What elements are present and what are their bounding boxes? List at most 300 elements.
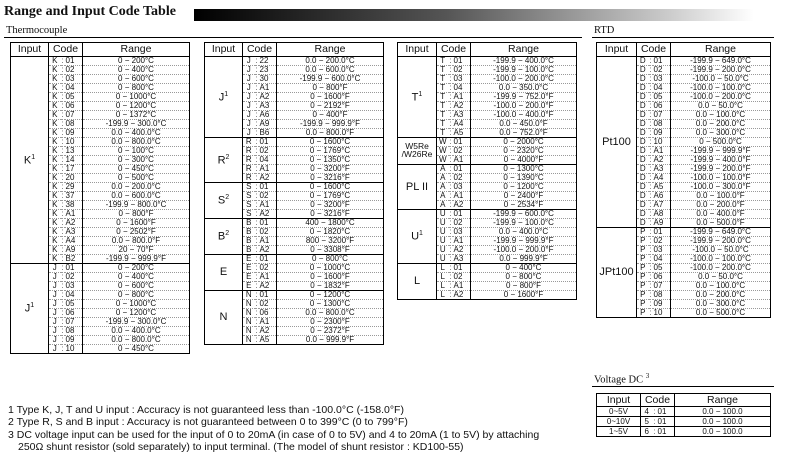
code-letter: K xyxy=(49,57,61,66)
table-row xyxy=(205,219,384,228)
footnote-marker: 1 xyxy=(419,230,423,238)
code-separator: : xyxy=(649,218,652,227)
input-type-cell xyxy=(11,264,49,354)
thermocouple-label: Thermocouple xyxy=(6,25,68,36)
input-type-cell xyxy=(205,219,243,255)
range-value: 0 − 400°C xyxy=(83,66,190,75)
code-number: 02 xyxy=(259,147,277,156)
code-number: 05 xyxy=(65,300,83,309)
code-separator: : xyxy=(61,164,64,173)
code-letter: D xyxy=(637,57,649,66)
code-number: A1 xyxy=(65,210,83,219)
code-separator: : xyxy=(255,101,258,110)
code-letter: T xyxy=(437,129,449,138)
code-separator: : xyxy=(61,56,64,65)
code-number: 09 xyxy=(65,129,83,138)
code-letter: J xyxy=(243,120,255,129)
range-value: 0.0 − 200.0°C xyxy=(671,291,771,300)
code-number: A1 xyxy=(653,147,671,156)
code-number: 06 xyxy=(653,102,671,111)
code-number: 04 xyxy=(65,84,83,93)
code-letter: D xyxy=(637,210,649,219)
range-value: 0.0 − 200.0°C xyxy=(83,183,190,192)
input-type-label: S xyxy=(217,194,226,207)
range-value: 0 − 450°C xyxy=(83,165,190,174)
footnote-2: 2 Type R, S and B input : Accuracy is not guaranteed between 0 to 399°C (0 to 799°F) xyxy=(8,416,408,429)
code-separator: : xyxy=(61,326,64,335)
code-number: 07 xyxy=(65,318,83,327)
input-type-cell xyxy=(398,57,437,138)
code-letter: P xyxy=(637,273,649,282)
footnote-marker: 1 xyxy=(31,153,36,161)
voltage-dc-table xyxy=(596,393,771,437)
input-type-cell xyxy=(205,57,243,138)
code-separator: : xyxy=(61,272,64,281)
code-separator: : xyxy=(61,173,64,182)
range-value: -199.9 − 100.0°C xyxy=(471,219,577,228)
code-separator: : xyxy=(61,281,64,290)
code-letter: K xyxy=(49,102,61,111)
code-letter: D xyxy=(637,93,649,102)
range-value: 0 − 1600°C xyxy=(277,138,384,147)
code-number: 02 xyxy=(259,264,277,273)
code-letter: D xyxy=(637,192,649,201)
code-number: 02 xyxy=(65,66,83,75)
range-value: -199.9 − 999.9°F xyxy=(83,255,190,264)
code-letter: S xyxy=(243,192,255,201)
input-type-cell xyxy=(597,228,637,318)
code-number: 10 xyxy=(653,309,671,318)
code-letter: K xyxy=(49,66,61,75)
code-separator: : xyxy=(653,406,656,416)
header-row xyxy=(597,43,771,57)
code-number: 04 xyxy=(653,84,671,93)
code-letter: J xyxy=(49,336,61,345)
code-letter: P xyxy=(637,300,649,309)
code-separator: : xyxy=(255,236,258,245)
range-value: 0 − 600°C xyxy=(83,282,190,291)
code-separator: : xyxy=(255,128,258,137)
code-header: Code xyxy=(437,43,471,57)
code-number: 08 xyxy=(65,120,83,129)
code-separator: : xyxy=(649,200,652,209)
code-separator: : xyxy=(61,263,64,272)
code-number: A2 xyxy=(259,327,277,336)
code-separator: : xyxy=(449,191,452,200)
code-letter: K xyxy=(49,111,61,120)
code-number: A6 xyxy=(259,111,277,120)
code-separator: : xyxy=(449,83,452,92)
input-type-cell xyxy=(398,165,437,210)
code-separator: : xyxy=(61,290,64,299)
code-separator: : xyxy=(61,308,64,317)
range-value: 0 − 200°C xyxy=(83,264,190,273)
range-value: 0 − 400°C xyxy=(83,273,190,282)
code-number: 10 xyxy=(65,138,83,147)
range-value: 0 − 1820°C xyxy=(277,228,384,237)
code-separator: : xyxy=(61,65,64,74)
code-separator: : xyxy=(255,110,258,119)
range-value: 0 − 4000°F xyxy=(471,156,577,165)
input-type-label: J xyxy=(24,302,31,315)
code-letter: J xyxy=(243,75,255,84)
input-header: Input xyxy=(11,43,49,57)
code-letter: P xyxy=(637,237,649,246)
code-number: 09 xyxy=(653,129,671,138)
input-type-label: JPt100 xyxy=(599,266,634,278)
code-letter: E xyxy=(243,255,255,264)
code-letter: U xyxy=(437,246,449,255)
table-row xyxy=(398,165,577,174)
range-value: 0.0 − 500.0°F xyxy=(671,219,771,228)
footnote-marker: 1 xyxy=(30,302,35,310)
code-letter: U xyxy=(437,255,449,264)
code-number: 14 xyxy=(65,156,83,165)
code-separator: : xyxy=(61,155,64,164)
range-value: 0 − 100°C xyxy=(83,147,190,156)
range-value: -100.0 − 200.0°C xyxy=(671,93,771,102)
code-letter: N xyxy=(243,318,255,327)
input-type-cell xyxy=(597,57,637,228)
code-number: 06 xyxy=(653,273,671,282)
range-value: 0 − 1200°C xyxy=(277,291,384,300)
code-number: A1 xyxy=(453,192,471,201)
code-number: 04 xyxy=(653,255,671,264)
header-row xyxy=(11,43,190,57)
range-value: -199.9 − 649.0°C xyxy=(671,57,771,66)
code-header: Code xyxy=(641,394,675,407)
code-separator: : xyxy=(61,74,64,83)
range-value: -199.9 − 600.0°C xyxy=(277,75,384,84)
code-number: 04 xyxy=(453,84,471,93)
code-number: 01 xyxy=(653,228,671,237)
range-value: -199.9 − 300.0°C xyxy=(83,318,190,327)
code-separator: : xyxy=(61,110,64,119)
range-value: 0 − 450°C xyxy=(83,345,190,354)
header-row xyxy=(205,43,384,57)
code-separator: : xyxy=(449,173,452,182)
range-value: 0 − 3216°F xyxy=(277,174,384,183)
title-gradient-bar xyxy=(194,9,754,21)
code-separator: : xyxy=(449,236,452,245)
range-value: 0.0 − 400.0°C xyxy=(83,327,190,336)
code-separator: : xyxy=(649,272,652,281)
code-letter: K xyxy=(49,174,61,183)
range-value: 0 − 500.0°C xyxy=(671,138,771,147)
code-separator: : xyxy=(449,119,452,128)
code-letter: P xyxy=(637,255,649,264)
code-letter: R xyxy=(243,174,255,183)
range-header: Range xyxy=(277,43,384,57)
code-separator: : xyxy=(449,128,452,137)
code-number: 22 xyxy=(259,57,277,66)
range-value: 0 − 500°C xyxy=(83,174,190,183)
input-type-label: Pt100 xyxy=(602,135,631,148)
code-letter: D xyxy=(637,201,649,210)
code-letter: D xyxy=(637,156,649,165)
range-value: 0 − 1200°C xyxy=(83,102,190,111)
code-letter: K xyxy=(49,219,61,228)
code-letter: W xyxy=(437,138,449,147)
code-number: 02 xyxy=(65,273,83,282)
header-row xyxy=(398,43,577,57)
code-letter: J xyxy=(243,129,255,138)
code-letter: J xyxy=(49,264,61,273)
code-letter: J xyxy=(243,66,255,75)
footnote-3-continued: 250Ω shunt resistor (sold separately) to input terminal. (The model of shunt resistor : KD100-55) xyxy=(18,441,464,454)
code-letter: R xyxy=(243,156,255,165)
code-separator: : xyxy=(649,191,652,200)
code-number: A3 xyxy=(259,102,277,111)
range-value: 0 − 3200°F xyxy=(277,201,384,210)
range-value: 0 − 1832°F xyxy=(277,282,384,291)
range-value: 0.0 − 450.0°F xyxy=(471,120,577,129)
code-number: 03 xyxy=(65,282,83,291)
code-letter: D xyxy=(637,120,649,129)
input-type-cell xyxy=(11,57,49,264)
code-number: A9 xyxy=(653,219,671,228)
code-letter: K xyxy=(49,201,61,210)
code-separator: : xyxy=(653,426,656,436)
table-row xyxy=(398,138,577,147)
code-letter: U xyxy=(437,228,449,237)
code-separator: : xyxy=(255,182,258,191)
code-letter: J xyxy=(243,84,255,93)
code-letter: L xyxy=(437,273,449,282)
range-value: 0 − 1600°F xyxy=(277,273,384,282)
header-row xyxy=(597,394,771,407)
code-number: A3 xyxy=(65,228,83,237)
code-separator: : xyxy=(449,56,452,65)
range-value: 0.0 − 500.0°C xyxy=(671,309,771,318)
range-value: 0 − 2534°F xyxy=(471,201,577,210)
code-letter: J xyxy=(49,318,61,327)
code-number: A3 xyxy=(453,111,471,120)
code-separator: : xyxy=(61,317,64,326)
code-letter: A xyxy=(437,192,449,201)
range-value: -199.9 − 400.0°F xyxy=(671,156,771,165)
range-value: 0 − 400°F xyxy=(277,111,384,120)
code-separator: : xyxy=(649,83,652,92)
footnote-marker: 2 xyxy=(225,194,230,202)
code-letter: E xyxy=(243,273,255,282)
code-separator: : xyxy=(449,245,452,254)
code-number: 02 xyxy=(453,147,471,156)
code-separator: : xyxy=(653,416,656,426)
footnote-marker: 1 xyxy=(418,90,423,98)
range-value: -199.9 − 999.9°F xyxy=(471,237,577,246)
code-separator: : xyxy=(649,209,652,218)
code-letter: T xyxy=(437,75,449,84)
table-row xyxy=(205,255,384,264)
input-type-label: 0~5V xyxy=(609,406,628,416)
code-separator: : xyxy=(255,272,258,281)
code-separator: : xyxy=(449,272,452,281)
code-letter: K xyxy=(49,156,61,165)
code-separator: : xyxy=(255,290,258,299)
code-number: 03 xyxy=(65,75,83,84)
code-separator: : xyxy=(255,317,258,326)
range-value: 0 − 1200°C xyxy=(83,309,190,318)
code-letter: D xyxy=(637,147,649,156)
range-value: 0.0 − 600.0°C xyxy=(83,192,190,201)
code-number: 01 xyxy=(65,264,83,273)
code-separator: : xyxy=(61,209,64,218)
code-letter: U xyxy=(437,219,449,228)
code-number: A1 xyxy=(453,282,471,291)
code-number: A2 xyxy=(259,93,277,102)
code-separator: : xyxy=(449,218,452,227)
range-value: -199.9 − 200.0°C xyxy=(671,237,771,246)
code-letter: K xyxy=(49,120,61,129)
code-separator: : xyxy=(449,65,452,74)
code-letter: P xyxy=(637,291,649,300)
code-number: A2 xyxy=(653,156,671,165)
code-number: A4 xyxy=(653,174,671,183)
range-value: 0 − 200°C xyxy=(83,57,190,66)
code-number: 01 xyxy=(65,57,83,66)
code-letter: J xyxy=(49,345,61,354)
code-number: 01 xyxy=(259,183,277,192)
code-number: 03 xyxy=(653,75,671,84)
input-type-label: R xyxy=(217,154,226,167)
range-value: -100.0 − 50.0°C xyxy=(671,246,771,255)
range-value: 0 − 1600°C xyxy=(277,183,384,192)
code-letter: P xyxy=(637,309,649,318)
code-letter: K xyxy=(49,165,61,174)
code-letter: R xyxy=(243,165,255,174)
code-separator: : xyxy=(649,74,652,83)
footnote-marker: 2 xyxy=(225,153,230,161)
code-separator: : xyxy=(449,92,452,101)
code-number: 08 xyxy=(65,327,83,336)
code-letter: K xyxy=(49,84,61,93)
range-value: 0.0 − 100.0 xyxy=(675,407,771,417)
code-number: A2 xyxy=(259,174,277,183)
rtd-rule xyxy=(592,37,774,38)
code-letter: D xyxy=(637,138,649,147)
code-separator: : xyxy=(255,209,258,218)
code-number: 07 xyxy=(653,111,671,120)
code-number: A2 xyxy=(65,219,83,228)
code-letter: B xyxy=(243,219,255,228)
input-header: Input xyxy=(398,43,437,57)
code-separator: : xyxy=(255,263,258,272)
input-type-label: U xyxy=(411,230,420,243)
range-value: 0 − 1300°C xyxy=(471,165,577,174)
code-number: 29 xyxy=(65,183,83,192)
code-header: Code xyxy=(637,43,671,57)
range-value: 0 − 2372°F xyxy=(277,327,384,336)
code-letter: N xyxy=(243,336,255,345)
range-value: -199.9 − 300.0°C xyxy=(83,120,190,129)
input-header: Input xyxy=(205,43,243,57)
code-number: 01 xyxy=(259,291,277,300)
code-separator: : xyxy=(255,218,258,227)
code-letter: D xyxy=(637,84,649,93)
code-separator: : xyxy=(61,344,64,353)
code-letter: J xyxy=(243,102,255,111)
range-value: -100.0 − 50.0°C xyxy=(671,75,771,84)
range-value: 0.0 − 200.0°C xyxy=(277,57,384,66)
code-separator: : xyxy=(61,335,64,344)
code-separator: : xyxy=(255,191,258,200)
code-number: 05 xyxy=(653,264,671,273)
input-type-cell xyxy=(205,138,243,183)
code-number: A5 xyxy=(453,129,471,138)
code-separator: : xyxy=(649,308,652,317)
code-number: A4 xyxy=(453,120,471,129)
code-letter: N xyxy=(243,291,255,300)
code-letter: W xyxy=(437,156,449,165)
code-separator: : xyxy=(61,236,64,245)
code-number: A1 xyxy=(259,273,277,282)
code-separator: : xyxy=(649,236,652,245)
code-number: 01 xyxy=(657,417,675,427)
code-number: 03 xyxy=(653,246,671,255)
code-number: 10 xyxy=(65,345,83,354)
range-value: 0.0 − 50.0°C xyxy=(671,273,771,282)
code-letter: T xyxy=(437,66,449,75)
code-separator: : xyxy=(255,119,258,128)
input-header: Input xyxy=(597,43,637,57)
code-number: 06 xyxy=(259,309,277,318)
code-number: 13 xyxy=(65,147,83,156)
range-value: 0 − 2502°F xyxy=(83,228,190,237)
input-type-cell xyxy=(597,407,641,417)
range-value: 0 − 800°C xyxy=(83,84,190,93)
table-row xyxy=(205,57,384,66)
code-number: 01 xyxy=(653,57,671,66)
range-value: -199.9 − 200.0°C xyxy=(671,66,771,75)
code-number: 10 xyxy=(653,138,671,147)
code-number: A3 xyxy=(453,255,471,264)
code-number: 17 xyxy=(65,165,83,174)
input-type-cell xyxy=(398,264,437,300)
table-row xyxy=(205,291,384,300)
range-value: 0.0 − 100.0 xyxy=(675,427,771,437)
code-letter: 4 xyxy=(641,407,653,417)
range-value: 0.0 − 400.0°F xyxy=(671,210,771,219)
code-letter: T xyxy=(437,84,449,93)
range-value: 0.0 − 200.0°F xyxy=(671,201,771,210)
code-letter: R xyxy=(243,138,255,147)
code-number: A1 xyxy=(453,156,471,165)
code-number: 03 xyxy=(453,183,471,192)
range-value: -199.9 − 649.0°C xyxy=(671,228,771,237)
range-value: -100.0 − 100.0°F xyxy=(671,174,771,183)
code-number: 02 xyxy=(453,66,471,75)
code-separator: : xyxy=(61,182,64,191)
code-letter: K xyxy=(49,138,61,147)
code-separator: : xyxy=(449,137,452,146)
input-type-label: E xyxy=(219,266,228,278)
code-header: Code xyxy=(49,43,83,57)
code-separator: : xyxy=(449,209,452,218)
table-row xyxy=(597,427,771,437)
code-separator: : xyxy=(649,155,652,164)
code-letter: B xyxy=(243,237,255,246)
range-value: 0 − 1769°C xyxy=(277,147,384,156)
code-letter: K xyxy=(49,210,61,219)
range-value: 0.0 − 100.0°C xyxy=(671,282,771,291)
code-letter: J xyxy=(243,93,255,102)
code-number: 03 xyxy=(453,75,471,84)
code-separator: : xyxy=(61,227,64,236)
rtd-table xyxy=(596,42,771,318)
range-value: -199.9 − 752.0°F xyxy=(471,93,577,102)
code-separator: : xyxy=(61,191,64,200)
